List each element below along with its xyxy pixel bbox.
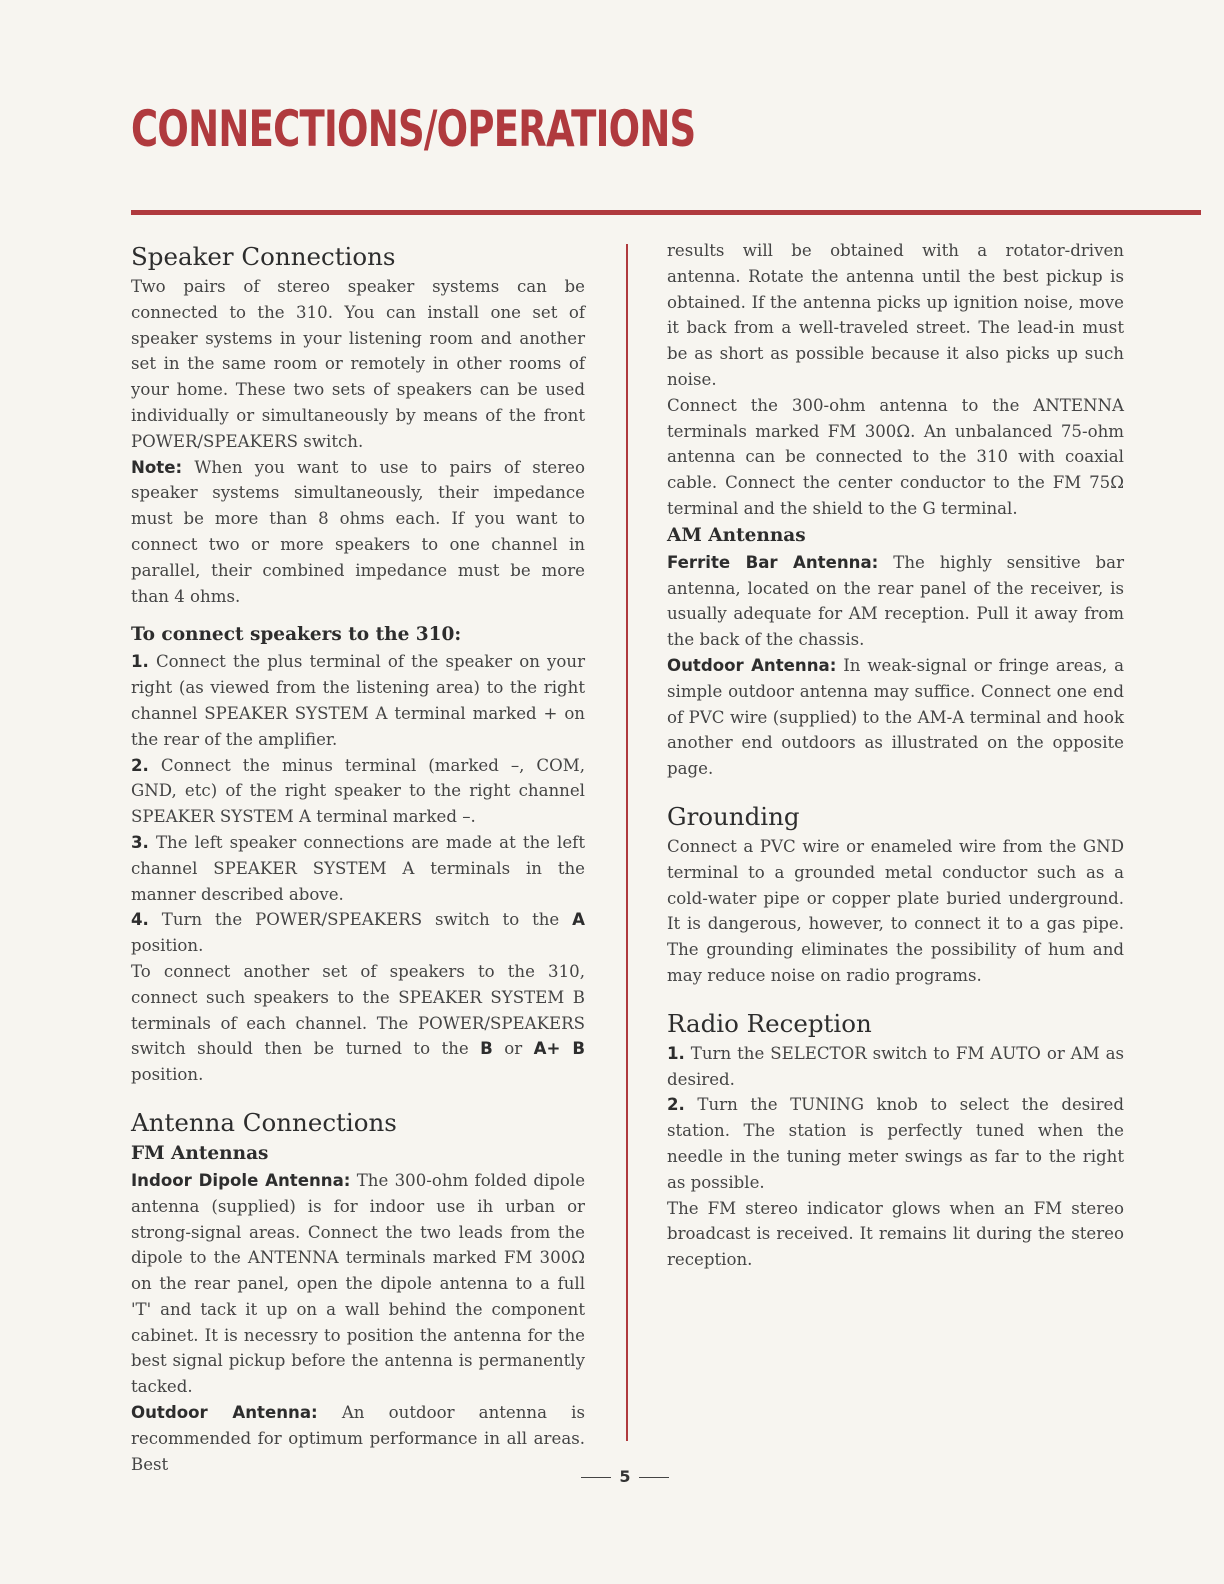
page-number-value: 5	[619, 1467, 631, 1486]
speaker-connections-heading: Speaker Connections	[131, 242, 396, 271]
fm-outdoor-label: Outdoor Antenna:	[131, 1403, 318, 1423]
column-divider	[626, 244, 628, 1441]
speaker-intro: Two pairs of stereo speaker systems can be connected to the 310. You can install one set of speaker systems in your listening room and another set in the same room or remotely in other rooms of your home. These two sets of speakers can be used individually or simultaneously by means of the front POWER/SPEAKERS switch.	[131, 277, 585, 451]
step-number: 1.	[667, 1043, 685, 1063]
am-outdoor-paragraph	[667, 653, 1124, 782]
step-number: 4.	[131, 910, 149, 930]
connect-step-4	[131, 907, 585, 959]
indoor-dipole-label: Indoor Dipole Antenna:	[131, 1170, 351, 1190]
step-number: 2.	[667, 1095, 685, 1115]
page-title: CONNECTIONS/OPERATIONS	[131, 100, 696, 158]
step-tail: position.	[131, 936, 204, 956]
am-antennas-heading: AM Antennas	[667, 524, 806, 546]
connect-step-1	[131, 649, 585, 752]
fm-outdoor-paragraph	[131, 1400, 585, 1477]
note-text: When you want to use to pairs of stereo speaker systems simultaneously, their impedance must be more than 8 ohms each. If you want to connect two or more speakers to one channel in parallel, their combined impedance must be more than 4 ohms.	[131, 457, 585, 606]
another-set-body: To connect another set of speakers to the 310, connect such speakers to the SPEAKER SYSTEM B terminals of each channel. The POWER/SPEAKERS switch should then be turned to the	[131, 961, 585, 1059]
connect-speakers-heading: To connect speakers to the 310:	[131, 624, 462, 646]
page-number	[570, 1467, 680, 1486]
stereo-indicator-text: The FM stereo indicator glows when an FM stereo broadcast is received. It remains lit during the stereo reception.	[667, 1198, 1124, 1270]
ferrite-bar-label: Ferrite Bar Antenna:	[667, 552, 879, 572]
grounding-heading: Grounding	[667, 801, 800, 831]
key-a-plus-b: A+ B	[533, 1039, 585, 1059]
fm-outdoor-continued: results will be obtained with a rotator-driven antenna. Rotate the antenna until the best pickup is obtained. If the antenna picks up ignition noise, move it back from a well-traveled street. The lead-in must be as short as possible because it also picks up such noise.	[667, 241, 1124, 389]
header-rule	[131, 210, 1201, 215]
note-label: Note:	[131, 457, 183, 477]
connect-step-3	[131, 830, 585, 907]
antenna-connections-heading: Antenna Connections	[131, 1107, 397, 1137]
am-outdoor-label: Outdoor Antenna:	[667, 655, 837, 675]
fm-connect-paragraph: Connect the 300-ohm antenna to the ANTENNA terminals marked FM 300Ω. An unbalanced 75-ohm antenna can be connected to the 310 with coaxial cable. Connect the center conductor to the FM 75Ω terminal and the shield to the G terminal.	[667, 395, 1124, 518]
step-text: The left speaker connections are made at the left channel SPEAKER SYSTEM A terminals in the manner described above.	[131, 832, 585, 904]
fm-outdoor-text: An outdoor antenna is recommended for optimum performance in all areas. Best	[131, 1403, 585, 1474]
key-a: A	[572, 910, 585, 930]
am-outdoor-text: In weak-signal or fringe areas, a simple outdoor antenna may suffice. Connect one end of PVC wire (supplied) to the AM-A terminal and hook another end outdoors as illustrated on the opposite page.	[667, 655, 1125, 779]
speaker-note	[131, 455, 585, 610]
grounding-text: Connect a PVC wire or enameled wire from the GND terminal to a grounded metal conductor such as a cold-water pipe or copper plate buried underground. It is dangerous, however, to connect it to a gas pipe. The grounding eliminates the possibility of hum and may reduce noise on radio programs.	[667, 836, 1124, 985]
indoor-dipole-text: The 300-ohm folded dipole antenna (supplied) is for indoor use ih urban or strong-signal areas. Connect the two leads from the dipole to the ANTENNA terminals marked FM 300Ω on the rear panel, open the dipole antenna to a full 'T' and tack it up on a wall behind the component cabinet. It is necessry to position the antenna for the best signal pickup before the antenna is permanently tacked.	[131, 1170, 586, 1397]
step-text: Connect the plus terminal of the speaker on your right (as viewed from the listening area) to the right channel SPEAKER SYSTEM A terminal marked + on the rear of the amplifier.	[131, 652, 586, 749]
dash-left	[581, 1477, 611, 1478]
step-number: 1.	[131, 652, 149, 672]
another-set-tail: position.	[131, 1065, 204, 1085]
step-text: Turn the SELECTOR switch to FM AUTO or AM as desired.	[667, 1043, 1124, 1089]
step-text: Connect the minus terminal (marked –, COM, GND, etc) of the right speaker to the right channel SPEAKER SYSTEM A terminal marked –.	[131, 755, 585, 827]
another-set-text	[131, 959, 585, 1088]
step-number: 3.	[131, 832, 149, 852]
right-column	[667, 238, 1124, 1273]
word-or: or	[504, 1039, 523, 1059]
ferrite-bar-paragraph	[667, 550, 1124, 653]
radio-reception-heading: Radio Reception	[667, 1008, 872, 1038]
radio-step-1	[667, 1041, 1124, 1093]
ferrite-bar-text: The highly sensitive bar antenna, located on the rear panel of the receiver, is usually adequate for AM reception. Pull it away from the back of the chassis.	[667, 552, 1125, 650]
step-text: Turn the POWER/SPEAKERS switch to the	[161, 910, 560, 930]
left-column	[131, 240, 585, 1477]
key-b: B	[480, 1039, 493, 1059]
fm-antennas-heading: FM Antennas	[131, 1142, 269, 1164]
indoor-dipole-paragraph	[131, 1168, 585, 1400]
step-number: 2.	[131, 755, 149, 775]
step-text: Turn the TUNING knob to select the desired station. The station is perfectly tuned when the needle in the tuning meter swings as far to the right as possible.	[667, 1095, 1124, 1192]
radio-step-2	[667, 1092, 1124, 1195]
connect-step-2	[131, 753, 585, 830]
dash-right	[639, 1477, 669, 1478]
